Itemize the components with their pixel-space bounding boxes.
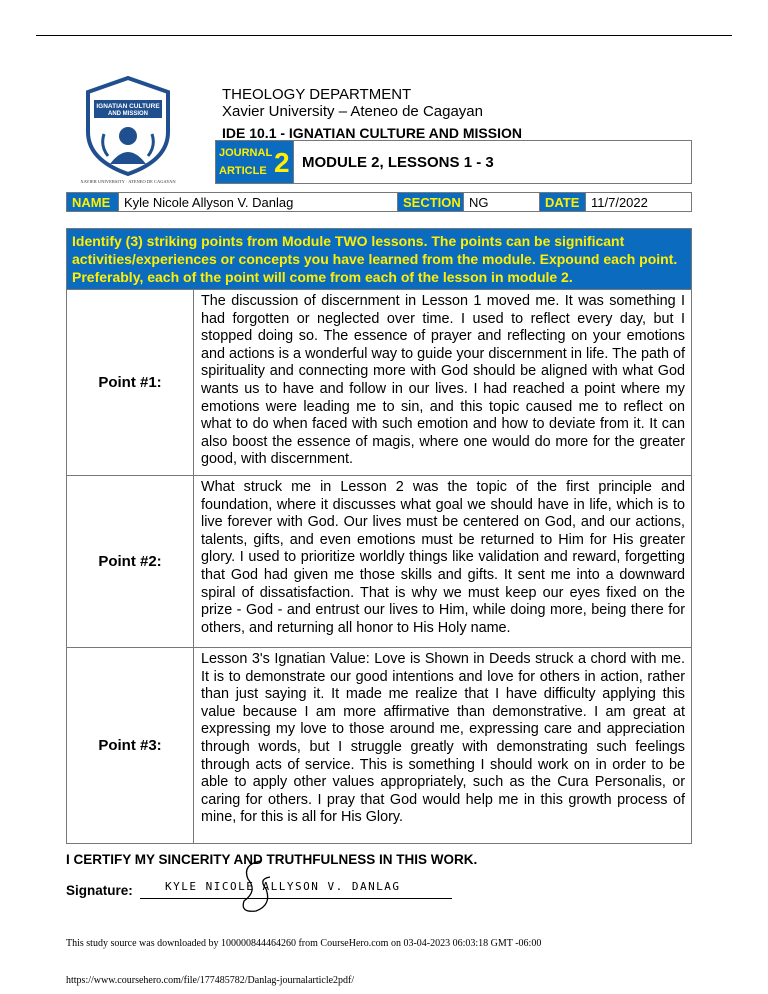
- date-value: 11/7/2022: [591, 194, 648, 210]
- section-value: NG: [464, 193, 540, 211]
- signature-block: [66, 879, 692, 919]
- point-label: Point #2:: [67, 476, 194, 647]
- top-rule: [36, 35, 732, 36]
- journal-box: [215, 140, 692, 184]
- table-row: [67, 647, 691, 843]
- points-table: [66, 228, 692, 844]
- university-logo: [80, 74, 176, 186]
- university-name: Xavier University – Ateneo de Cagayan: [222, 103, 483, 120]
- course-title: IDE 10.1 - IGNATIAN CULTURE AND MISSION: [222, 125, 522, 141]
- date-label: DATE: [540, 193, 586, 211]
- student-info-row: [66, 192, 692, 212]
- svg-text:IGNATIAN CULTURE: IGNATIAN CULTURE: [96, 103, 160, 110]
- department-name: THEOLOGY DEPARTMENT: [222, 86, 412, 103]
- name-value: Kyle Nicole Allyson V. Danlag: [119, 193, 398, 211]
- journal-number: 2: [274, 147, 290, 178]
- source-url: https://www.coursehero.com/file/177485782/Danlag-journalarticle2pdf/: [66, 975, 355, 986]
- table-row: [67, 289, 691, 475]
- journal-line1: JOURNAL: [219, 147, 273, 159]
- point-label: Point #3:: [67, 648, 194, 843]
- signature-label: Signature:: [66, 882, 133, 898]
- table-row: [67, 475, 691, 647]
- journal-label: [216, 141, 294, 183]
- prompt-header: Identify (3) striking points from Module TWO lessons. The points can be significant activities/experiences or concepts you have learned from the module. Expound each point. Preferably, each of the point will come from each of the lesson in module 2.: [67, 229, 691, 289]
- content-flow: [66, 228, 692, 919]
- certification-statement: I CERTIFY MY SINCERITY AND TRUTHFULNESS IN THIS WORK.: [66, 851, 478, 867]
- journal-line2: ARTICLE: [219, 165, 267, 177]
- svg-text:AND MISSION: AND MISSION: [107, 111, 149, 117]
- point-text: What struck me in Lesson 2 was the topic of the first principle and foundation, where it discusses what goal we should have in life, which is to live forever with God. Our lives must be centered on God, and our actions, talents, gifts, and even emotions must be returned to Him for His greater glory. I used to prioritize worldly things like validation and reward, forgetting that God had given me those skills and gifts. It sent me into a downward spiral of dissatisfaction. That is why we must keep our eyes fixed on the prize - God - and entrust our lives to Him, while doing more, being there for others, and returning all honor to His Holy name.: [201, 478, 685, 636]
- point-text: Lesson 3's Ignatian Value: Love is Shown in Deeds struck a chord with me. It is to demonstrate our good intentions and love for others in action, rather than just saying it. It made me realize that I have difficulty applying this value because I am more affirmative than demonstrative. I am great at expressing my love to those around me, expressing care and appreciation through words, but I struggle greatly with demonstrating such feelings through acts of service. This is something I should work on in order to be able to apply other values appropriately, such as the Cura Personalis, or caring for others. I pray that God would help me in this growth process of mine, for this is all for His Glory.: [201, 650, 685, 826]
- module-title: MODULE 2, LESSONS 1 - 3: [302, 154, 494, 171]
- download-notice: This study source was downloaded by 100000844464260 from CourseHero.com on 03-04-2023 06:03:18 GMT -06:00: [66, 938, 542, 949]
- svg-text:XAVIER UNIVERSITY · ATENEO DE: XAVIER UNIVERSITY · ATENEO DE CAGAYAN: [80, 179, 176, 184]
- name-label: NAME: [67, 193, 119, 211]
- section-label: SECTION: [398, 193, 464, 211]
- signature-text: KYLE NICOLE ALLYSON V. DANLAG: [165, 879, 401, 893]
- point-text: The discussion of discernment in Lesson 1 moved me. It was something I had forgotten or neglected over time. I used to reflect every day, but I stopped doing so. The essence of prayer and reflecting on your emotions and actions is a wonderful way to guide your discernment in life. The path of spirituality and connecting more with God should be aligned with what God wants us to have and follow in our lives. I had reached a point where my emotions were leading me to sin, and this topic caused me to reflect on what to do when faced with such emotion and how to deviate from it. It can also boost the essence of magis, where one would do more for the greater good, with discernment.: [201, 293, 685, 468]
- point-label: Point #1:: [67, 290, 194, 475]
